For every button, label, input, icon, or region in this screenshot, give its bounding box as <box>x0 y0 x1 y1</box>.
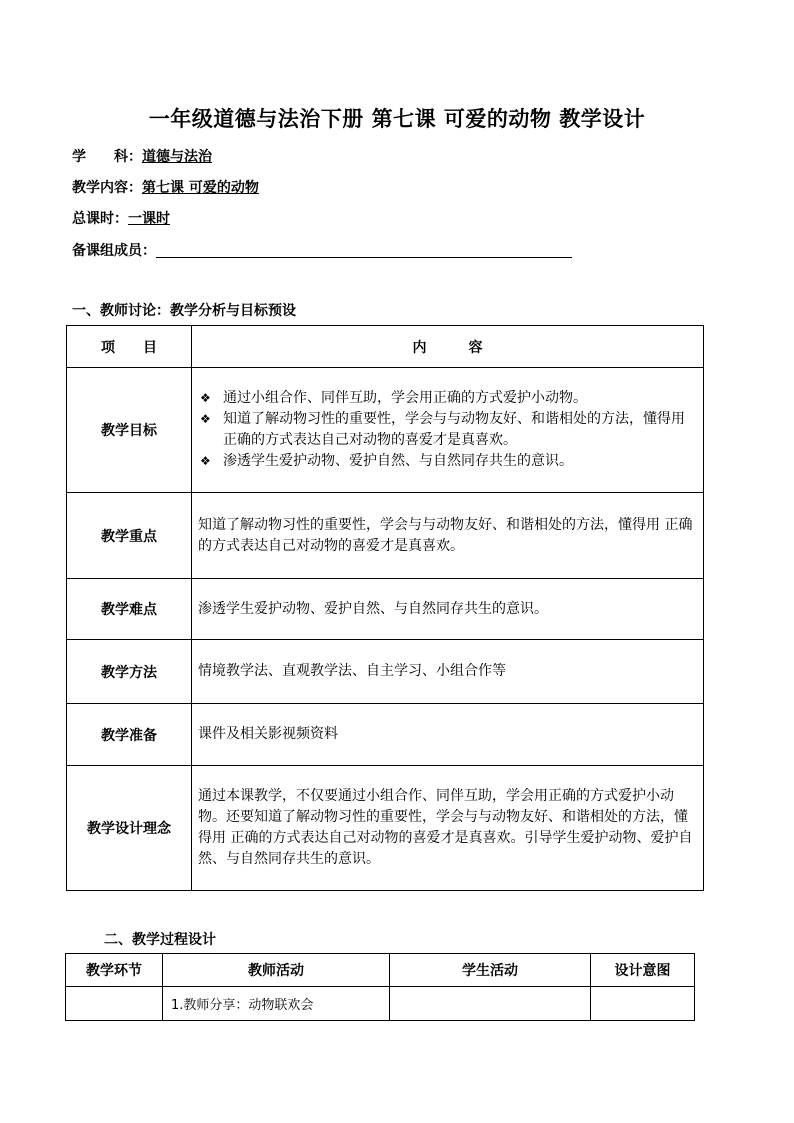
prep-label: 教学准备 <box>67 704 192 766</box>
section-2-heading: 二、教学过程设计 <box>104 932 216 948</box>
analysis-table <box>66 325 704 891</box>
goal-text: 渗透学生爱护动物、爱护自然、与自然同存共生的意识。 <box>223 453 573 469</box>
difficulty-text: 渗透学生爱护动物、爱护自然、与自然同存共生的意识。 <box>192 579 704 640</box>
hours-line <box>72 208 170 228</box>
table-row <box>67 579 704 640</box>
column-header: 教学环节 <box>66 954 163 987</box>
table-row <box>67 640 704 704</box>
page-title: 一年级道德与法治下册 第七课 可爱的动物 教学设计 <box>148 106 646 131</box>
table-row <box>66 987 695 1021</box>
list-item <box>198 409 697 451</box>
header-item: 项 目 <box>67 326 192 368</box>
subject-line <box>72 146 212 166</box>
table-cell: 1.教师分享：动物联欢会 <box>163 987 390 1021</box>
diamond-bullet-icon: ❖ <box>200 391 211 405</box>
key-label: 教学重点 <box>67 493 192 579</box>
hours-value: 一课时 <box>128 211 170 227</box>
table-row <box>66 954 695 987</box>
process-table <box>65 953 695 1021</box>
goals-list <box>198 388 697 472</box>
table-cell <box>591 987 695 1021</box>
method-label: 教学方法 <box>67 640 192 704</box>
members-blank <box>156 243 572 258</box>
method-text: 情境教学法、直观教学法、自主学习、小组合作等 <box>192 640 704 704</box>
goals-label: 教学目标 <box>67 368 192 493</box>
prep-text: 课件及相关影视频资料 <box>192 704 704 766</box>
concept-label: 教学设计理念 <box>67 766 192 891</box>
column-header: 学生活动 <box>390 954 591 987</box>
diamond-bullet-icon: ❖ <box>200 412 211 426</box>
table-row <box>67 704 704 766</box>
column-header: 设计意图 <box>591 954 695 987</box>
goal-text: 知道了解动物习性的重要性，学会与与动物友好、和谐相处的方法，懂得用 正确的方式表达自己对动物的喜爱才是真喜欢。 <box>223 411 685 448</box>
hours-label: 总课时： <box>72 211 128 227</box>
goal-text: 通过小组合作、同伴互助，学会用正确的方式爱护小动物。 <box>223 390 587 406</box>
table-cell <box>390 987 591 1021</box>
content-label: 教学内容： <box>72 180 142 196</box>
section-1-heading: 一、教师讨论：教学分析与目标预设 <box>72 303 296 319</box>
content-value: 第七课 可爱的动物 <box>142 180 259 196</box>
table-row <box>67 493 704 579</box>
members-line <box>72 240 572 260</box>
table-row <box>67 766 704 891</box>
diamond-bullet-icon: ❖ <box>200 454 211 468</box>
subject-value: 道德与法治 <box>142 149 212 165</box>
table-row <box>67 368 704 493</box>
column-header: 教师活动 <box>163 954 390 987</box>
difficulty-label: 教学难点 <box>67 579 192 640</box>
subject-label: 学 科： <box>72 149 142 165</box>
concept-text: 通过本课教学，不仅要通过小组合作、同伴互助，学会用正确的方式爱护小动物。还要知道了解动物习性的重要性，学会与与动物友好、和谐相处的方法，懂得用 正确的方式表达自己对动物的喜爱才是真喜欢。引导学生爱护动物、爱护自然、与自然同存共生的意识。 <box>192 766 704 891</box>
key-text: 知道了解动物习性的重要性，学会与与动物友好、和谐相处的方法，懂得用 正确的方式表达自己对动物的喜爱才是真喜欢。 <box>192 493 704 579</box>
list-item <box>198 388 697 409</box>
members-label: 备课组成员： <box>72 243 156 259</box>
goals-cell <box>192 368 704 493</box>
header-content: 内 容 <box>192 326 704 368</box>
list-item <box>198 451 697 472</box>
table-row <box>67 326 704 368</box>
table-cell <box>66 987 163 1021</box>
content-line <box>72 177 259 197</box>
